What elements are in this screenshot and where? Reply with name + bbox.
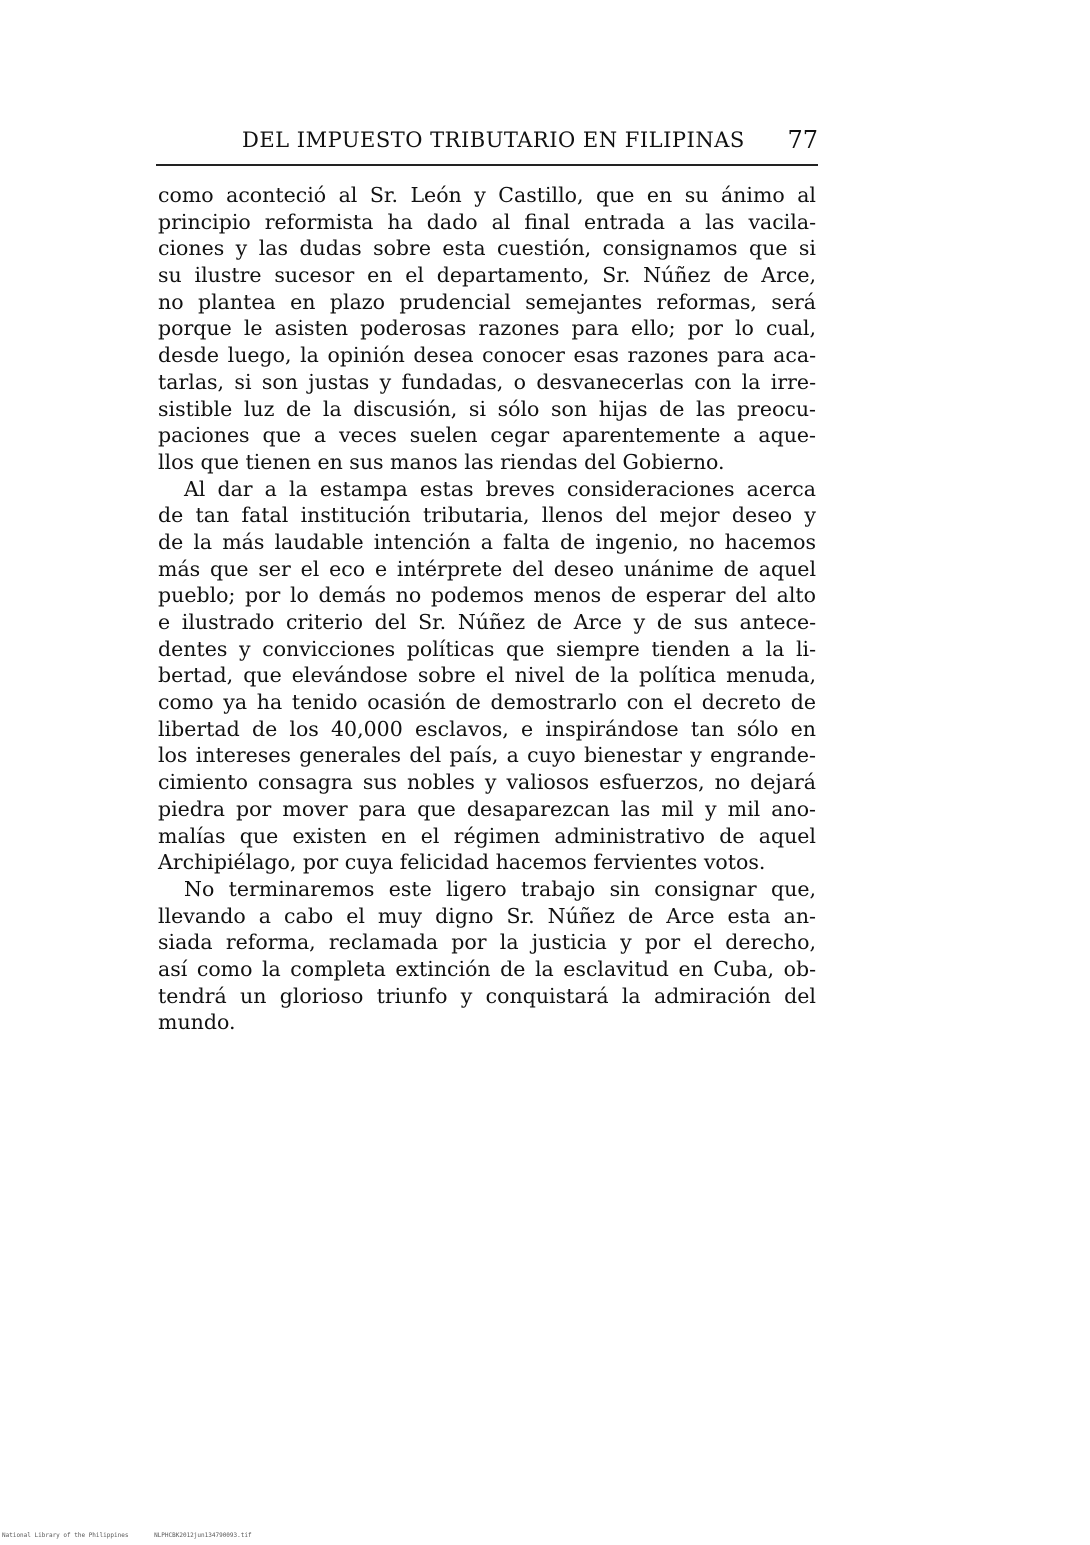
text-line: bertad, que elevándose sobre el nivel de la política menuda, [158, 663, 816, 688]
text-line: sistible luz de la discusión, si sólo son hijas de las preocu- [158, 396, 816, 421]
text-line: los intereses generales del país, a cuyo bienestar y engrande- [158, 743, 816, 768]
text-line: llevando a cabo el muy digno Sr. Núñez de Arce esta an- [158, 903, 816, 928]
text-line: así como la completa extinción de la esclavitud en Cuba, ob- [158, 956, 816, 981]
text-line: siada reforma, reclamada por la justicia y por el derecho, [158, 930, 816, 955]
text-line: tarlas, si son justas y fundadas, o desvanecerlas con la irre- [158, 369, 816, 394]
running-title: DEL IMPUESTO TRIBUTARIO EN FILIPINAS [242, 128, 745, 152]
text-line: malías que existen en el régimen administrativo de aquel [158, 823, 816, 848]
text-line: de tan fatal institución tributaria, llenos del mejor deseo y [158, 503, 816, 528]
body-text [158, 182, 816, 1036]
text-line: más que ser el eco e intérprete del deseo unánime de aquel [158, 556, 816, 581]
text-line: paciones que a veces suelen cegar aparentemente a aque- [158, 423, 816, 448]
text-line: e ilustrado criterio del Sr. Núñez de Arce y de sus antece- [158, 610, 816, 634]
footer-library: National Library of the Philippines [2, 1532, 129, 1539]
text-line: como ya ha tenido ocasión de demostrarlo con el decreto de [158, 690, 816, 715]
text-line: mundo. [158, 1010, 236, 1035]
text-line: No terminaremos este ligero trabajo sin consignar que, [184, 876, 816, 901]
page-number: 77 [787, 126, 818, 154]
text-line: desde luego, la opinión desea conocer esas razones para aca- [158, 343, 816, 368]
text-line: porque le asisten poderosas razones para ello; por lo cual, [158, 316, 816, 341]
text-line: libertad de los 40,000 esclavos, e inspirándose tan sólo en [158, 716, 816, 741]
scan-footer [2, 1532, 402, 1542]
text-line: ciones y las dudas sobre esta cuestión, consignamos que si [158, 236, 816, 261]
text-line: principio reformista ha dado al final entrada a las vacila- [158, 209, 816, 234]
paragraph [158, 876, 816, 1036]
text-line: cimiento consagra sus nobles y valiosos esfuerzos, no dejará [158, 770, 816, 795]
text-line: no plantea en plazo prudencial semejantes reformas, será [158, 289, 816, 314]
text-line: de la más laudable intención a falta de ingenio, no hacemos [158, 529, 816, 554]
text-line: llos que tienen en sus manos las riendas del Gobierno. [158, 449, 725, 474]
text-line: Al dar a la estampa estas breves consideraciones acerca [184, 476, 816, 501]
footer-file-id: NLPHCBK2012jun134790093.tif [154, 1532, 252, 1539]
running-head [156, 128, 818, 160]
header-rule [156, 164, 818, 166]
text-line: tendrá un glorioso triunfo y conquistará la admiración del [158, 983, 816, 1008]
text-line: como aconteció al Sr. León y Castillo, que en su ánimo al [158, 183, 816, 207]
text-line: piedra por mover para que desaparezcan las mil y mil ano- [158, 796, 816, 821]
text-line: dentes y convicciones políticas que siempre tienden a la li- [158, 636, 816, 661]
paragraph [158, 182, 816, 476]
text-line: pueblo; por lo demás no podemos menos de esperar del alto [158, 583, 816, 608]
text-line: su ilustre sucesor en el departamento, Sr. Núñez de Arce, [158, 263, 816, 288]
paragraph [158, 476, 816, 876]
text-line: Archipiélago, por cuya felicidad hacemos fervientes votos. [158, 850, 766, 875]
